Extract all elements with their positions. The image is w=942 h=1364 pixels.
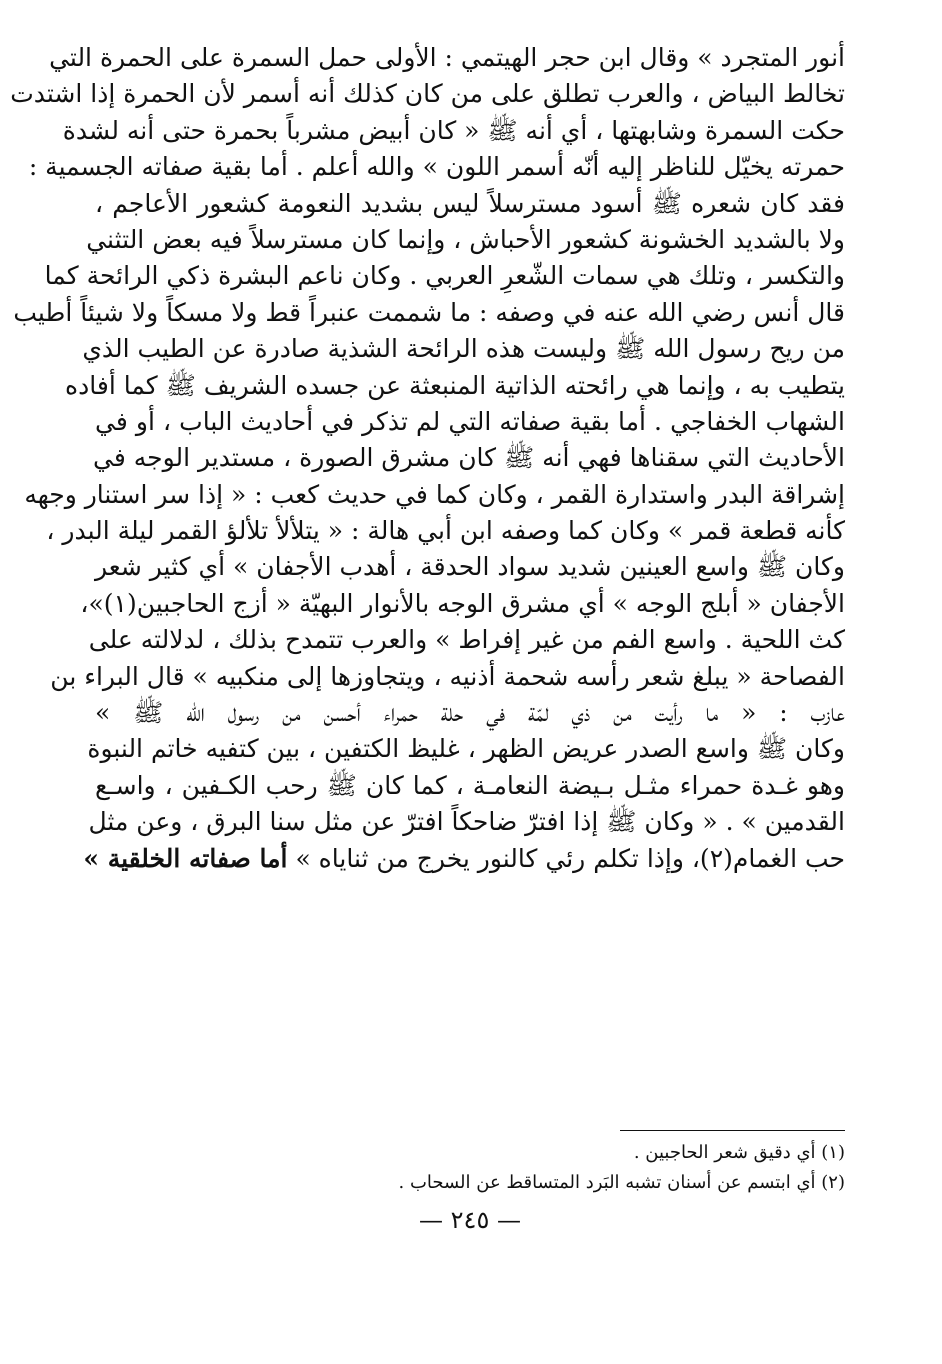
text-line: حمرته يخيّل للناظر إليه أنّه أسمر اللون » والله أعلم . أما بقية صفاته الجسمية :: [28, 152, 845, 182]
text-line: عازب : « ما رأيت من ذي لمّة في حلة حمراء أحسن من رسول الله ﷺ »: [95, 698, 845, 728]
page-content: [10, 40, 845, 1234]
text-line: ولا بالشديد الخشونة كشعور الأحباش ، وإنما كان مسترسلاً فيه بعض التثني: [86, 224, 845, 254]
text-line: تخالط البياض ، والعرب تطلق على من كان كذلك أنه أسمر لأن الحمرة إذا اشتدت: [10, 79, 845, 109]
text-line: من ريح رسول الله ﷺ وليست هذه الرائحة الشذية صادرة عن الطيب الذي: [82, 334, 845, 364]
bold-heading-text: أما صفاته الخلقية »: [83, 843, 288, 873]
text-line-last-regular: حب الغمام(٢)، وإذا تكلم رئي كالنور يخرج من ثناياه »: [295, 843, 845, 873]
text-line: وكان ﷺ واسع العينين شديد سواد الحدقة ، أهدب الأجفان » أي كثير شعر: [95, 552, 845, 582]
footnote-2: (٢) أي ابتسم عن أسنان تشبه البَرد المتساقط عن السحاب .: [398, 1172, 845, 1193]
text-line: كأنه قطعة قمر » وكان كما وصفه ابن أبي هالة : « يتلألأ تلألؤ القمر ليلة البدر ،: [46, 516, 845, 546]
text-line: الأحاديث التي سقناها فهي أنه ﷺ كان مشرق الصورة ، مستدير الوجه في: [93, 443, 845, 473]
text-line: والتكسر ، وتلك هي سمات الشّعرِ العربي . وكان ناعم البشرة ذكي الرائحة كما: [44, 261, 845, 291]
text-line: وهو غـدة حمراء مثـل بـيضة النعامـة ، كما كان ﷺ رحب الكـفين ، واسـع: [95, 770, 845, 800]
text-line: وكان ﷺ واسع الصدر عريض الظهر ، غليظ الكتفين ، بين كتفيه خاتم النبوة: [87, 734, 845, 764]
text-line-last: [83, 841, 845, 877]
text-line: الأجفان « أبلج الوجه » أي مشرق الوجه بالأنوار البهيّة « أزج الحاجبين(١)»،: [80, 588, 845, 618]
page-number: — ٢٤٥ —: [419, 1206, 521, 1234]
text-line: حكت السمرة وشابهتها ، أي أنه ﷺ « كان أبيض مشرباً بحمرة حتى أنه لشدة: [62, 115, 845, 145]
text-line: إشراقة البدر واستدارة القمر ، وكان كما في حديث كعب : « إذا سر استنار وجهه: [24, 479, 845, 509]
text-line: الشهاب الخفاجي . أما بقية صفاته التي لم تذكر في أحاديث الباب ، أو في: [95, 406, 845, 436]
body-text: [10, 40, 845, 877]
text-line: كث اللحية . واسع الفم من غير إفراط » والعرب تتمدح بذلك ، لدلالته على: [88, 625, 845, 655]
text-line: قال أنس رضي الله عنه في وصفه : ما شممت عنبراً قط ولا مسكاً ولا شيئاً أطيب: [13, 297, 845, 327]
text-line: فقد كان شعره ﷺ أسود مسترسلاً ليس بشديد النعومة كشعور الأعاجم ،: [95, 188, 845, 218]
footnotes: [95, 1138, 845, 1198]
text-line: الفصاحة « يبلغ شعر رأسه شحمة أذنيه ، ويتجاوزها إلى منكبيه » قال البراء بن: [50, 661, 845, 691]
text-line: يتطيب به ، وإنما هي رائحته الذاتية المنبعثة عن جسده الشريف ﷺ كما أفاده: [65, 370, 845, 400]
text-line: القدمين » . « وكان ﷺ إذا افترّ ضاحكاً افترّ عن مثل سنا البرق ، وعن مثل: [88, 807, 845, 837]
text-line: أنور المتجرد » وقال ابن حجر الهيتمي : الأولى حمل السمرة على الحمرة التي: [49, 43, 845, 72]
footnote-1: (١) أي دقيق شعر الحاجبين .: [633, 1142, 845, 1163]
footnote-divider: [620, 1130, 845, 1131]
